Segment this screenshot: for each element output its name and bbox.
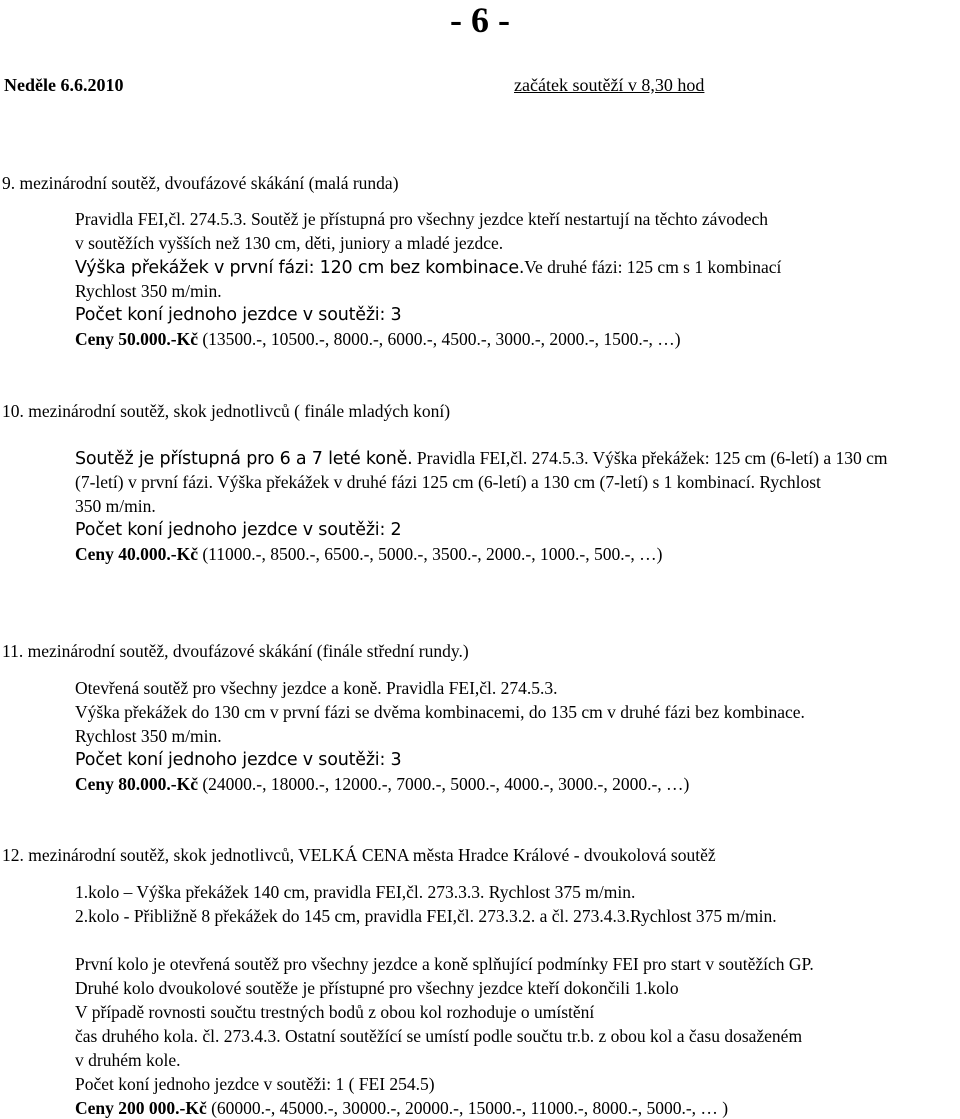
- competition-11-height: Výška překážek do 130 cm v první fázi se dvěma kombinacemi, do 135 cm v druhé fázi bez kombinace.: [75, 702, 805, 722]
- competition-9-speed: Rychlost 350 m/min.: [75, 281, 222, 301]
- competition-10-speed: 350 m/min.: [75, 496, 156, 516]
- competition-11-title: 11. mezinárodní soutěž, dvoufázové skákání (finále střední rundy.): [2, 641, 469, 661]
- prize-total: Ceny 80.000.-Kč: [75, 774, 198, 794]
- competition-12-round-2: 2.kolo - Přibližně 8 překážek do 145 cm, pravidla FEI,čl. 273.3.2. a čl. 273.4.3.Rychlost 375 m/min.: [75, 906, 777, 926]
- height-phase-2: Ve druhé fázi: 125 cm s 1 kombinací: [524, 257, 782, 277]
- competition-12-second-round-info: Druhé kolo dvoukolové soutěže je přístupné pro všechny jezdce kteří dokončili 1.kolo: [75, 978, 679, 998]
- competition-10-height-2: [75, 471, 821, 493]
- competition-11-prizes: [75, 773, 689, 795]
- competition-9-horses: Počet koní jednoho jezdce v soutěži: 3: [75, 305, 402, 325]
- competition-9-eligibility: v soutěžích vyšších než 130 cm, děti, juniory a mladé jezdce.: [75, 233, 504, 253]
- competition-11-speed: Rychlost 350 m/min.: [75, 726, 222, 746]
- height-phase-1: Výška překážek v první fázi: 120 cm bez kombinace.: [75, 258, 525, 278]
- start-time: začátek soutěží v 8,30 hod: [514, 75, 705, 95]
- competition-12-title: 12. mezinárodní soutěž, skok jednotlivců, VELKÁ CENA města Hradce Králové - dvoukolová soutěž: [2, 845, 716, 865]
- competition-10-eligibility: [75, 447, 888, 470]
- page-number: - 6 -: [450, 0, 510, 40]
- prize-breakdown: (13500.-, 10500.-, 8000.-, 6000.-, 4500.-, 3000.-, 2000.-, 1500.-, …): [197, 329, 681, 349]
- competition-12-round-1: 1.kolo – Výška překážek 140 cm, pravidla FEI,čl. 273.3.3. Rychlost 375 m/min.: [75, 882, 636, 902]
- competition-12-prizes: [75, 1097, 728, 1119]
- competition-9-prizes: [75, 328, 681, 350]
- prize-total: Ceny 50.000.-Kč: [75, 329, 198, 349]
- prize-breakdown: (11000.-, 8500.-, 6500.-, 5000.-, 3500.-, 2000.-, 1000.-, 500.-, …): [197, 544, 663, 564]
- prize-total: Ceny 40.000.-Kč: [75, 544, 198, 564]
- competition-9-title: 9. mezinárodní soutěž, dvoufázové skákání (malá runda): [2, 173, 399, 193]
- eligibility-text: Soutěž je přístupná pro 6 a 7 leté koně.: [75, 449, 413, 469]
- competition-10-horses: Počet koní jednoho jezdce v soutěži: 2: [75, 520, 402, 540]
- competition-12-horses: Počet koní jednoho jezdce v soutěži: 1 ( FEI 254.5): [75, 1074, 435, 1094]
- competition-9-height: [75, 256, 781, 279]
- prize-total: Ceny 200 000.-Kč: [75, 1098, 207, 1118]
- competition-12-first-round-info: První kolo je otevřená soutěž pro všechny jezdce a koně splňující podmínky FEI pro start v soutěžích GP.: [75, 954, 814, 974]
- competition-12-time-rule: čas druhého kola. čl. 273.4.3. Ostatní soutěžící se umístí podle součtu tr.b. z obou kol a času dosaženém: [75, 1026, 803, 1046]
- phase-1-text: (7-letí) v první fázi.: [75, 472, 214, 492]
- event-date: Neděle 6.6.2010: [4, 75, 124, 95]
- phase-2-text: Výška překážek v druhé fázi 125 cm (6-letí) a 130 cm (7-letí) s 1 kombinací. Rychlost: [213, 472, 821, 492]
- competition-12-tie-rule: V případě rovnosti součtu trestných bodů z obou kol rozhoduje o umístění: [75, 1002, 595, 1022]
- competition-11-eligibility: Otevřená soutěž pro všechny jezdce a koně. Pravidla FEI,čl. 274.5.3.: [75, 678, 558, 698]
- competition-12-time-rule-cont: v druhém kole.: [75, 1050, 181, 1070]
- prize-breakdown: (24000.-, 18000.-, 12000.-, 7000.-, 5000.-, 4000.-, 3000.-, 2000.-, …): [197, 774, 690, 794]
- competition-9-rules: Pravidla FEI,čl. 274.5.3. Soutěž je přístupná pro všechny jezdce kteří nestartují na těchto závodech: [75, 209, 768, 229]
- rules-height-text: Pravidla FEI,čl. 274.5.3. Výška překážek: 125 cm (6-letí) a 130 cm: [412, 448, 888, 468]
- competition-11-horses: Počet koní jednoho jezdce v soutěži: 3: [75, 750, 402, 770]
- competition-10-title: 10. mezinárodní soutěž, skok jednotlivců ( finále mladých koní): [2, 401, 451, 421]
- competition-10-prizes: [75, 543, 663, 565]
- prize-breakdown: (60000.-, 45000.-, 30000.-, 20000.-, 15000.-, 11000.-, 8000.-, 5000.-, … ): [206, 1098, 729, 1118]
